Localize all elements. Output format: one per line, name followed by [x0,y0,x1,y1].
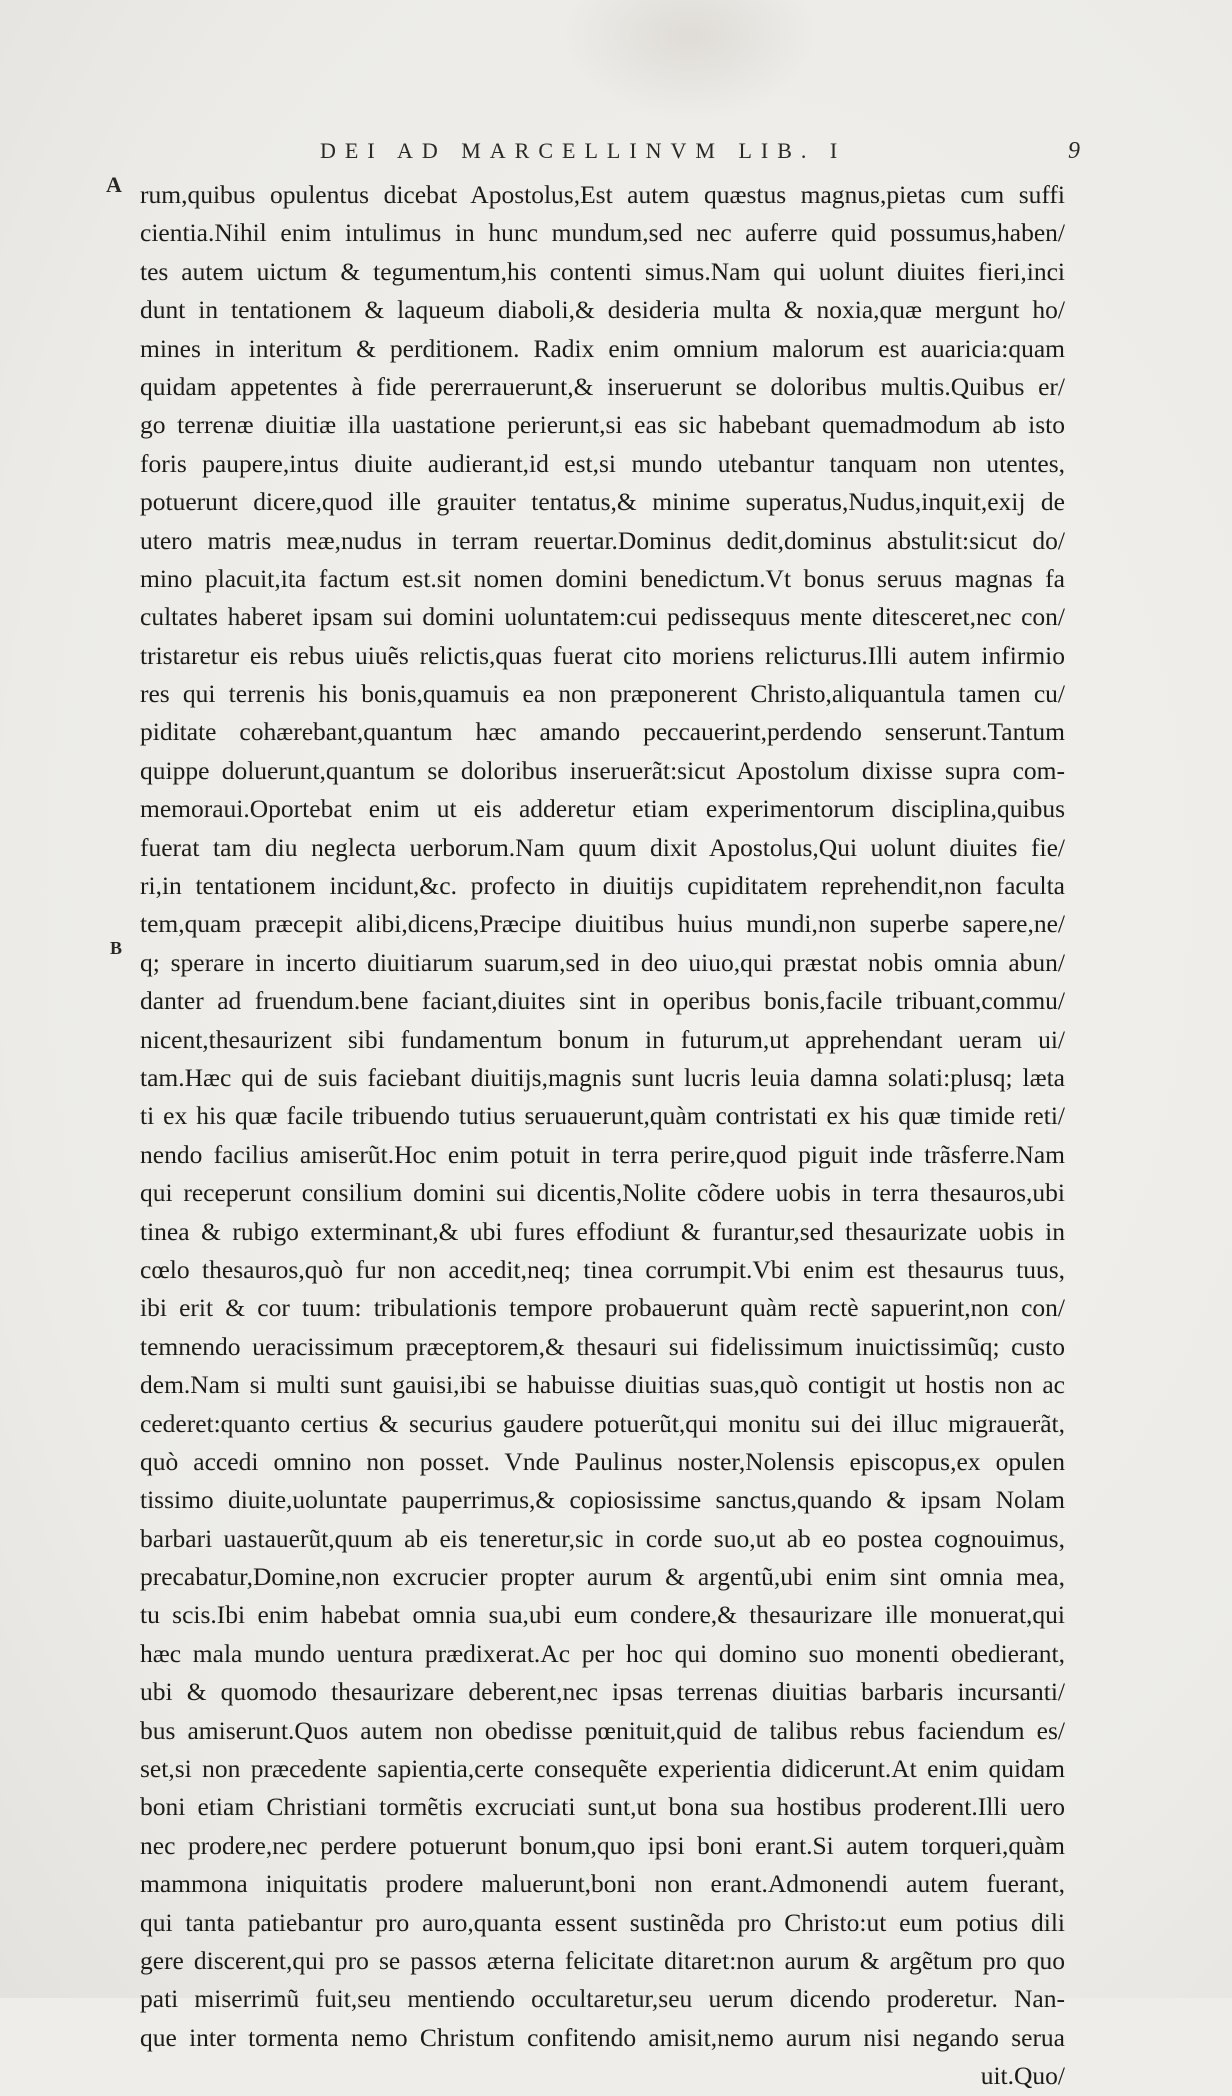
text-line: hæc mala mundo uentura prædixerat.Ac per hoc qui domino suo monenti obedierant, [140,1638,1065,1668]
text-line: ubi & quomodo thesaurizare deberent,nec ipsas terrenas diuitias barbaris incursanti/ [140,1677,1065,1707]
text-line: mammona iniquitatis prodere maluerunt,boni non erant.Admonendi autem fuerant, [140,1869,1065,1899]
text-line: ibi erit & cor tuum: tribulationis tempore probauerunt quàm rectè sapuerint,non con/ [140,1293,1065,1323]
text-line: quippe doluerunt,quantum se doloribus inseruerãt:sicut Apostolum dixisse supra com- [140,755,1065,785]
text-line: ri,in tentationem incidunt,&c. profecto in diuitijs cupiditatem reprehendit,non faculta [140,871,1065,901]
running-header [320,138,1080,165]
text-line: tinea & rubigo exterminant,& ubi fures effodiunt & furantur,sed thesaurizate uobis in [140,1216,1065,1246]
text-line: qui receperunt consilium domini sui dicentis,Nolite cõdere uobis in terra thesauros,ubi [140,1178,1065,1208]
text-line: potuerunt dicere,quod ille grauiter tentatus,& minime superatus,Nudus,inquit,exij de [140,487,1065,517]
text-line: dunt in tentationem & laqueum diaboli,& desideria multa & noxia,quæ mergunt ho/ [140,295,1065,325]
text-line: uit.Quo/ [980,2061,1065,2091]
margin-letter-b: B [110,938,123,958]
running-title: DEI AD MARCELLINVM LIB. I [320,138,847,163]
text-line: mino placuit,ita factum est.sit nomen domini benedictum.Vt bonus seruus magnas fa [140,563,1065,593]
margin-letter-a: A [106,172,122,197]
text-line: nec prodere,nec perdere potuerunt bonum,quo ipsi boni erant.Si autem torqueri,quàm [140,1830,1065,1860]
text-line: nicent,thesaurizent sibi fundamentum bonum in futurum,ut apprehendant ueram ui/ [140,1024,1065,1054]
text-line: danter ad fruendum.bene faciant,diuites sint in operibus bonis,facile tribuant,commu/ [140,986,1065,1016]
text-line: quidam appetentes à fide pererrauerunt,& inseruerunt se doloribus multis.Quibus er/ [140,371,1065,401]
text-line: barbari uastauerũt,quum ab eis teneretur,sic in corde suo,ut ab eo postea cognouimus, [140,1523,1065,1553]
text-line: utero matris meæ,nudus in terram reuertar.Dominus dedit,dominus abstulit:sicut do/ [140,525,1065,555]
text-line: ti ex his quæ facile tribuendo tutius seruauerunt,quàm contristati ex his quæ timide reti/ [140,1101,1065,1131]
text-line: cientia.Nihil enim intulimus in hunc mundum,sed nec auferre quid possumus,haben/ [140,218,1065,248]
text-line: tes autem uictum & tegumentum,his contenti simus.Nam qui uolunt diuites fieri,inci [140,256,1065,286]
text-line: que inter tormenta nemo Christum confitendo amisit,nemo aurum nisi negando serua [140,2022,1065,2052]
text-line: piditate cohærebant,quantum hæc amando peccauerint,perdendo senserunt.Tantum [140,717,1065,747]
text-line: tissimo diuite,uoluntate pauperrimus,& copiosissime sanctus,quando & ipsam Nolam [140,1485,1065,1515]
text-line: cederet:quanto certius & securius gaudere potuerũt,qui monitu sui dei illuc migrauerãt, [140,1408,1065,1438]
text-line: cultates haberet ipsam sui domini uoluntatem:cui pedissequus mente ditesceret,nec con/ [140,602,1065,632]
text-line: dem.Nam si multi sunt gauisi,ibi se habuisse diuitias suas,quò contigit ut hostis non ac [140,1370,1065,1400]
text-line: tam.Hæc qui de suis faciebant diuitijs,magnis sunt lucris leuia damna solati:plusq; læta [140,1062,1065,1092]
text-line: fuerat tam diu neglecta uerborum.Nam quum dixit Apostolus,Qui uolunt diuites fie/ [140,832,1065,862]
text-line: temnendo ueracissimum præceptorem,& thesauri sui fidelissimum inuictissimũq; custo [140,1331,1065,1361]
text-line: gere discerent,qui pro se passos æterna felicitate ditaret:non aurum & argẽtum pro quo [140,1945,1065,1975]
text-line: qui tanta patiebantur pro auro,quanta essent sustinẽda pro Christo:ut eum potius dili [140,1907,1065,1937]
text-line: nendo facilius amiserũt.Hoc enim potuit in terra perire,quod piguit inde trãsferre.Nam [140,1139,1065,1169]
text-line: tu scis.Ibi enim habebat omnia sua,ubi eum condere,& thesaurizare ille monuerat,qui [140,1600,1065,1630]
text-line: pati miserrimũ fuit,seu mentiendo occultaretur,seu uerum dicendo proderetur. Nan- [140,1984,1065,2014]
text-line: precabatur,Domine,non excrucier propter aurum & argentũ,ubi enim sint omnia mea, [140,1562,1065,1592]
text-line: boni etiam Christiani tormẽtis excruciati sunt,ut bona sua hostibus proderent.Illi uero [140,1792,1065,1822]
paper-stain [560,0,820,120]
text-line: res qui terrenis his bonis,quamuis ea non præponerent Christo,aliquantula tamen cu/ [140,679,1065,709]
page-number: 9 [1068,138,1080,164]
text-line: foris paupere,intus diuite audierant,id est,si mundo utebantur tanquam non utentes, [140,448,1065,478]
text-line: bus amiserunt.Quos autem non obedisse pœnituit,quid de talibus rebus faciendum es/ [140,1715,1065,1745]
text-line: mines in interitum & perditionem. Radix enim omnium malorum est auaricia:quam [140,333,1065,363]
text-line: memoraui.Oportebat enim ut eis adderetur etiam experimentorum disciplina,quibus [140,794,1065,824]
body-text [140,176,1065,2096]
text-line: go terrenæ diuitiæ illa uastatione perierunt,si eas sic habebant quemadmodum ab isto [140,410,1065,440]
text-line: set,si non præcedente sapientia,certe consequẽte experientia didicerunt.At enim quidam [140,1754,1065,1784]
text-line: cœlo thesauros,quò fur non accedit,neq; tinea corrumpit.Vbi enim est thesaurus tuus, [140,1254,1065,1284]
text-line: tristaretur eis rebus uiuẽs relictis,quas fuerat cito moriens relicturus.Illi autem infirmio [140,640,1065,670]
text-line: quò accedi omnino non posset. Vnde Paulinus noster,Nolensis episcopus,ex opulen [140,1446,1065,1476]
text-line: tem,quam præcepit alibi,dicens,Præcipe diuitibus huius mundi,non superbe sapere,ne/ [140,909,1065,939]
text-line: q; sperare in incerto diuitiarum suarum,sed in deo uiuo,qui præstat nobis omnia abun/ [140,947,1065,977]
text-line: rum,quibus opulentus dicebat Apostolus,Est autem quæstus magnus,pietas cum suffi [140,180,1065,209]
